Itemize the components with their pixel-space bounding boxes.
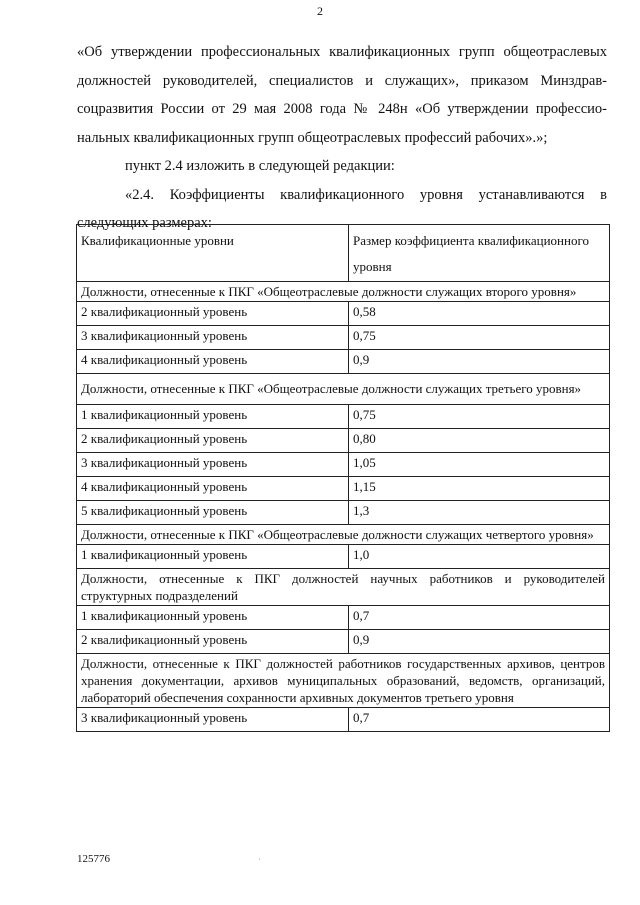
- table-row: [77, 405, 610, 429]
- group-title: Должности, отнесенные к ПКГ «Общеотраслевые должности служащих второго уровня»: [77, 282, 610, 302]
- table-row: [77, 350, 610, 374]
- group-title: Должности, отнесенные к ПКГ «Общеотраслевые должности служащих третьего уровня»: [77, 374, 610, 405]
- group-row: [77, 569, 610, 606]
- value-cell: 0,7: [349, 708, 610, 732]
- level-cell: 5 квалификационный уровень: [77, 501, 349, 525]
- text-line: соцразвития России от 29 мая 2008 года № 248н «Об утверждении профессио-: [77, 101, 607, 117]
- group-row: [77, 654, 610, 708]
- scan-mark: ·: [258, 855, 261, 864]
- value-cell: 0,75: [349, 405, 610, 429]
- clause-text: «2.4. Коэффициенты квалификационного уровня устанавливаются в следующих размерах:: [77, 186, 607, 231]
- table-row: [77, 302, 610, 326]
- group-row: [77, 525, 610, 545]
- value-cell: 0,9: [349, 630, 610, 654]
- value-cell: 0,75: [349, 326, 610, 350]
- page-number: 2: [317, 4, 323, 18]
- level-cell: 3 квалификационный уровень: [77, 326, 349, 350]
- group-title: Должности, отнесенные к ПКГ должностей работников государственных архивов, центров хранения документации, архивов муниципальных образований, ведомств, организаций, лабораторий обеспечения сохранности архивных документов третьего уровня: [77, 654, 610, 708]
- table-header-row: [77, 225, 610, 282]
- group-title: Должности, отнесенные к ПКГ «Общеотраслевые должности служащих четвертого уровня»: [77, 525, 610, 545]
- value-cell: 1,05: [349, 453, 610, 477]
- table-row: [77, 545, 610, 569]
- value-cell: 0,58: [349, 302, 610, 326]
- level-cell: 1 квалификационный уровень: [77, 405, 349, 429]
- text-line: должностей руководителей, специалистов и служащих», приказом Минздрав-: [77, 72, 607, 89]
- level-cell: 3 квалификационный уровень: [77, 708, 349, 732]
- level-cell: 2 квалификационный уровень: [77, 429, 349, 453]
- paragraph-continuation: [77, 38, 607, 152]
- value-cell: 1,3: [349, 501, 610, 525]
- table-row: [77, 501, 610, 525]
- level-cell: 4 квалификационный уровень: [77, 350, 349, 374]
- value-cell: 1,15: [349, 477, 610, 501]
- value-cell: 1,0: [349, 545, 610, 569]
- value-cell: 0,9: [349, 350, 610, 374]
- group-row: [77, 374, 610, 405]
- table-row: [77, 453, 610, 477]
- table-row: [77, 708, 610, 732]
- value-cell: 0,7: [349, 606, 610, 630]
- level-cell: 4 квалификационный уровень: [77, 477, 349, 501]
- value-cell: 0,80: [349, 429, 610, 453]
- level-cell: 3 квалификационный уровень: [77, 453, 349, 477]
- level-cell: 1 квалификационный уровень: [77, 606, 349, 630]
- instruction-text: пункт 2.4 изложить в следующей редакции:: [125, 158, 395, 174]
- table-row: [77, 477, 610, 501]
- level-cell: 1 квалификационный уровень: [77, 545, 349, 569]
- level-cell: 2 квалификационный уровень: [77, 302, 349, 326]
- text-line: «Об утверждении профессиональных квалификационных групп общеотраслевых: [77, 44, 607, 60]
- text-line: нальных квалификационных групп общеотраслевых профессий рабочих».»;: [77, 129, 548, 146]
- coefficients-table: [76, 224, 610, 732]
- table-row: [77, 606, 610, 630]
- document-id: 125776: [77, 853, 110, 865]
- group-title: Должности, отнесенные к ПКГ должностей научных работников и руководителей структурных подразделений: [77, 569, 610, 606]
- table-row: [77, 326, 610, 350]
- level-cell: 2 квалификационный уровень: [77, 630, 349, 654]
- table-row: [77, 429, 610, 453]
- header-levels: Квалификационные уровни: [77, 225, 349, 282]
- header-coefficient: Размер коэффициента квалификационного уровня: [349, 225, 610, 282]
- table-row: [77, 630, 610, 654]
- group-row: [77, 282, 610, 302]
